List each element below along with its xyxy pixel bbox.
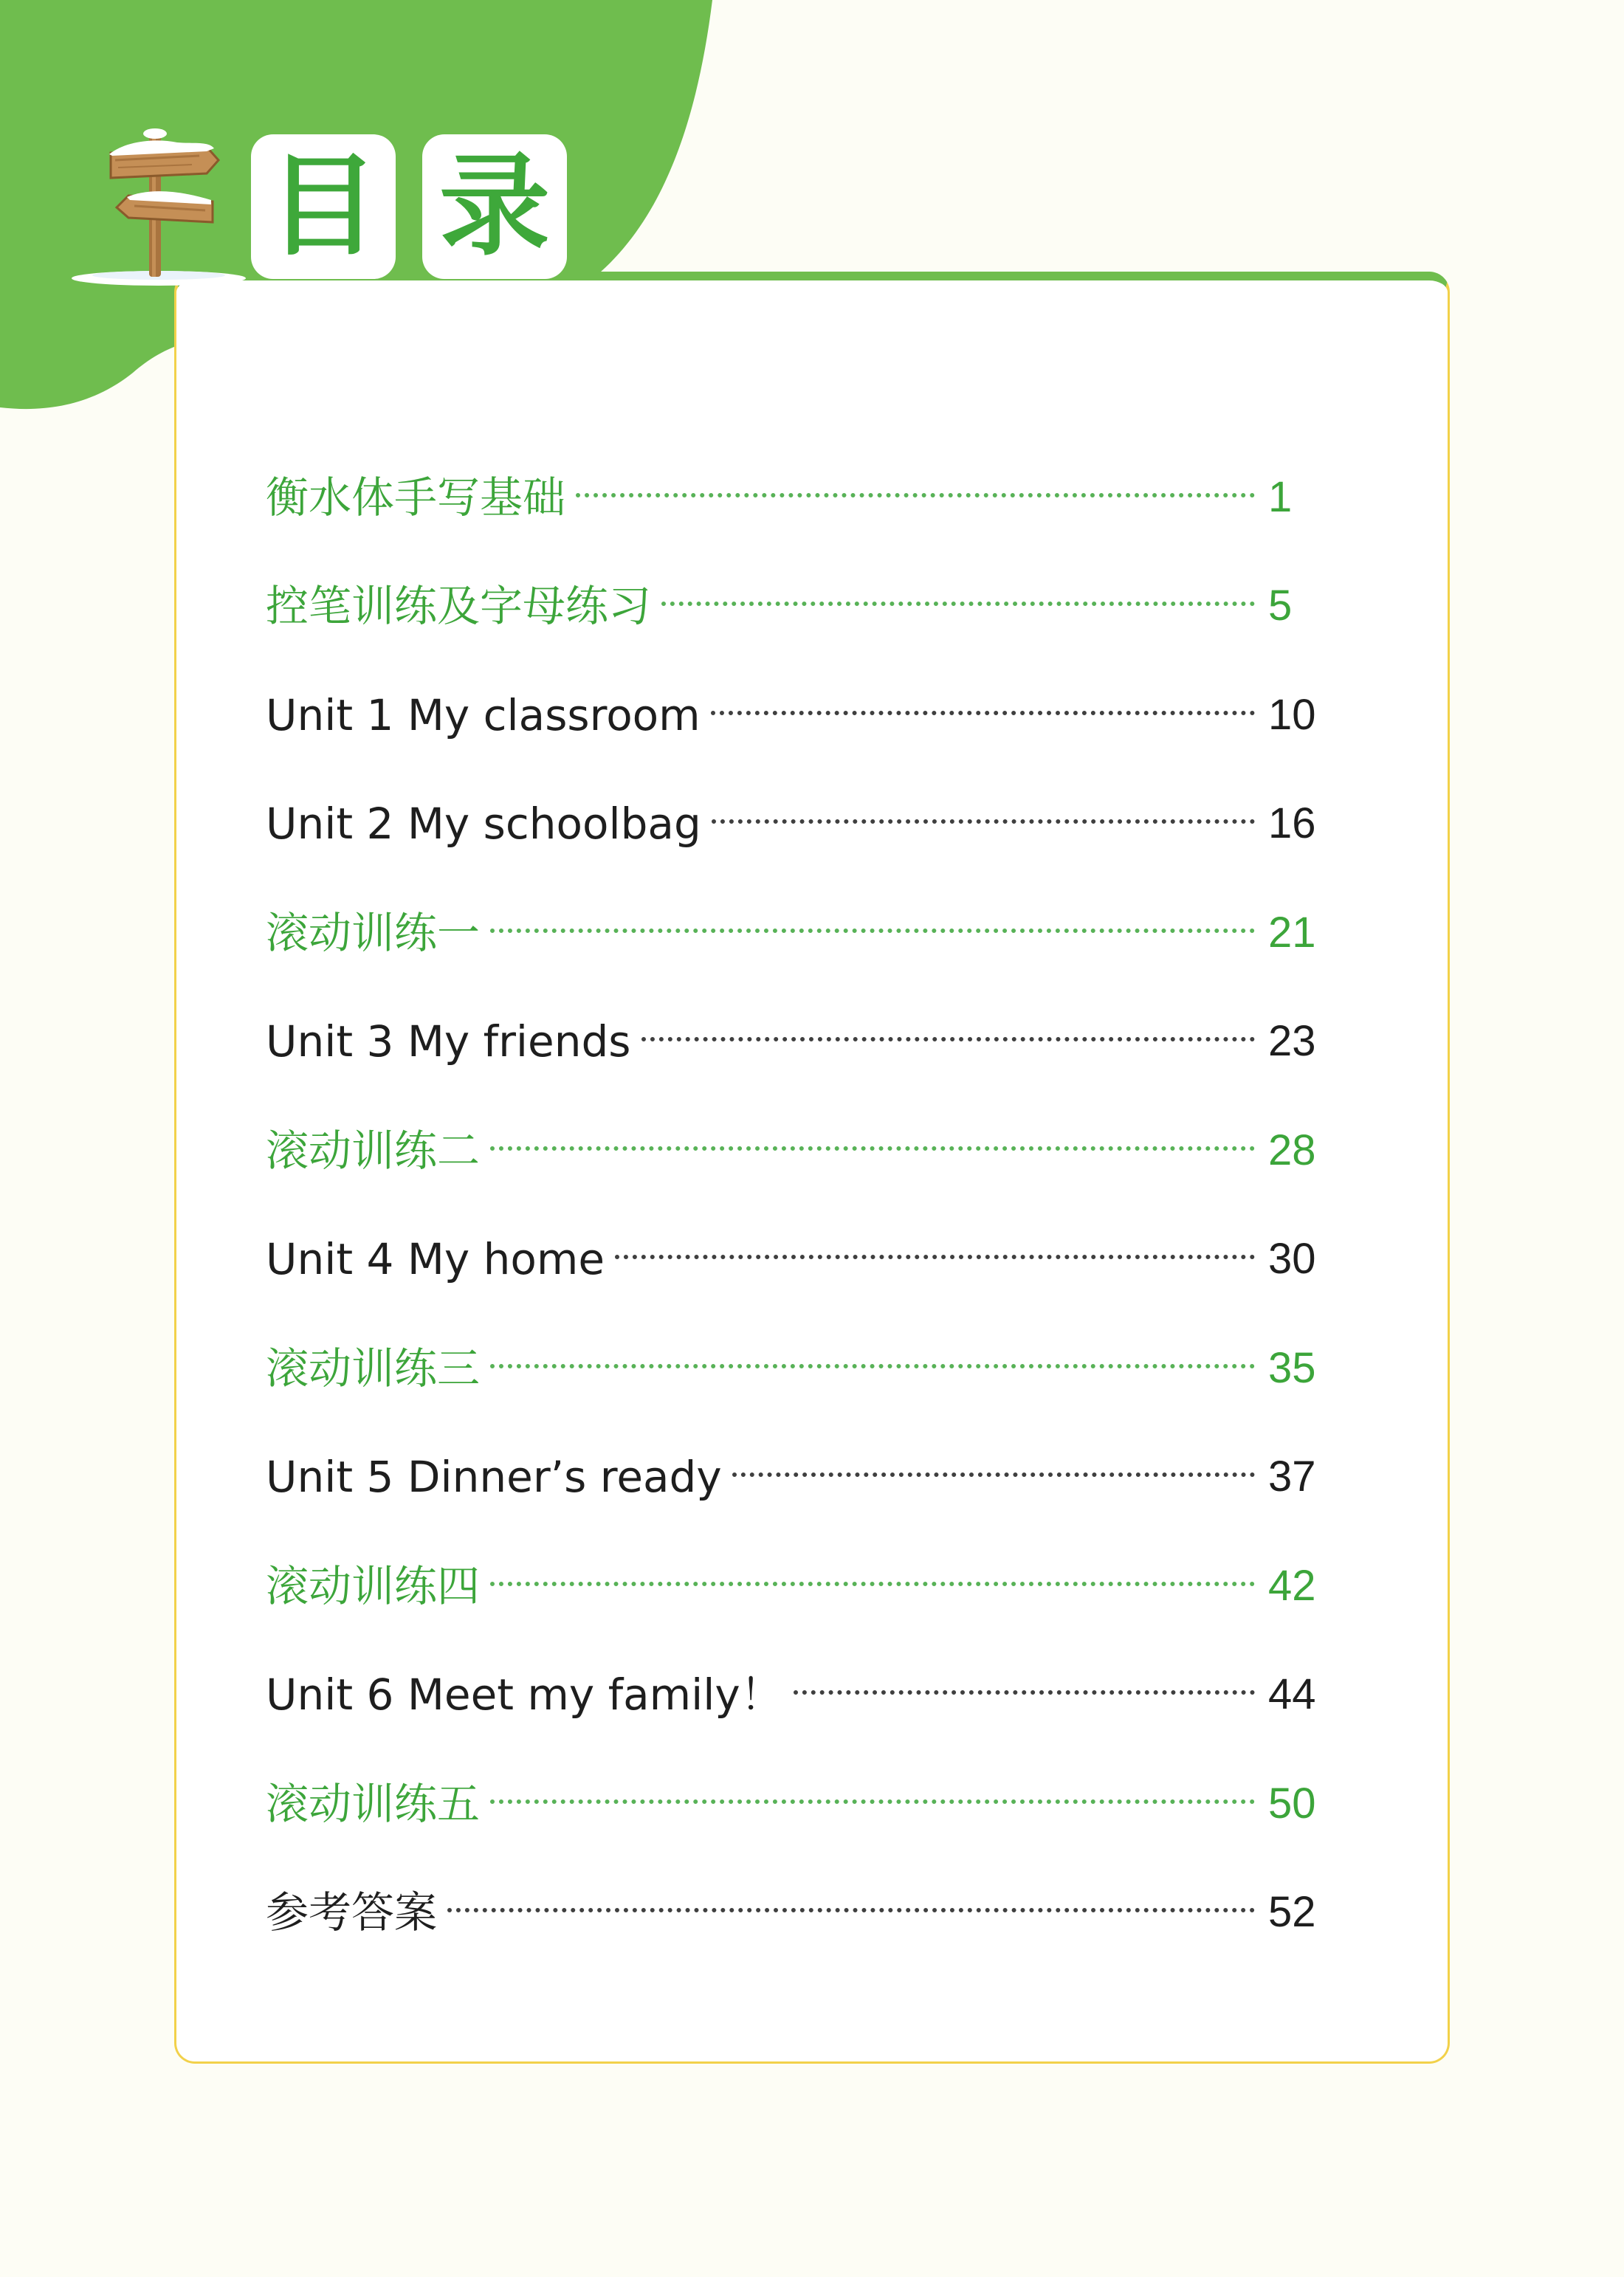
toc-entry[interactable] — [266, 1532, 1336, 1641]
toc-leader-dots — [490, 1792, 1255, 1804]
toc-entry-title: Unit 6 Meet my family！ — [266, 1670, 783, 1720]
signpost-icon — [66, 122, 251, 292]
toc-leader-dots — [615, 1247, 1255, 1259]
toc-entry-page: 52 — [1268, 1888, 1316, 1937]
toc-entry-page: 10 — [1268, 690, 1316, 739]
toc-entry-page: 16 — [1268, 799, 1316, 848]
toc-leader-dots — [447, 1901, 1255, 1912]
toc-entry[interactable] — [266, 1314, 1336, 1423]
toc-entry-title: 滚动训练五 — [266, 1778, 481, 1829]
toc-entry-title: 参考答案 — [266, 1887, 438, 1938]
toc-entry[interactable] — [266, 1205, 1336, 1315]
toc-entry[interactable] — [266, 443, 1336, 552]
toc-entry-page: 28 — [1268, 1126, 1316, 1174]
toc-leader-dots — [641, 1030, 1255, 1041]
toc-entry[interactable] — [266, 1859, 1336, 1968]
toc-entry-title: 滚动训练四 — [266, 1560, 481, 1611]
toc-entry-title: 衡水体手写基础 — [266, 472, 566, 523]
toc-entry[interactable] — [266, 1749, 1336, 1859]
toc-entry-title: Unit 1 My classroom — [266, 689, 701, 740]
title-char-2: 录 — [422, 134, 567, 279]
toc-leader-dots — [794, 1683, 1255, 1695]
toc-leader-dots — [712, 812, 1255, 824]
toc-entry-title: Unit 3 My friends — [266, 1016, 631, 1067]
toc-entry-title: 滚动训练二 — [266, 1125, 481, 1176]
toc-leader-dots — [711, 703, 1255, 715]
title-char-1: 目 — [251, 134, 396, 279]
page-header — [66, 129, 567, 284]
toc-entry[interactable] — [266, 988, 1336, 1097]
toc-entry-title: 滚动训练三 — [266, 1343, 481, 1394]
toc-entry-page: 30 — [1268, 1235, 1316, 1284]
toc-entry-page: 35 — [1268, 1343, 1316, 1392]
toc-entry[interactable] — [266, 1641, 1336, 1750]
toc-entry[interactable] — [266, 1423, 1336, 1532]
toc-entry-page: 50 — [1268, 1779, 1316, 1828]
toc-entry-title: Unit 4 My home — [266, 1234, 605, 1285]
toc-entry-page: 44 — [1268, 1670, 1316, 1719]
toc-leader-dots — [490, 1139, 1255, 1151]
toc-entry-page: 37 — [1268, 1453, 1316, 1501]
toc-entry-page: 1 — [1268, 472, 1293, 521]
toc-entry[interactable] — [266, 770, 1336, 879]
toc-leader-dots — [490, 921, 1255, 933]
toc-entry-title: Unit 5 Dinner’s ready — [266, 1452, 722, 1503]
toc-entry-title: Unit 2 My schoolbag — [266, 799, 701, 850]
toc-entry-page: 42 — [1268, 1561, 1316, 1610]
toc-entry-page: 5 — [1268, 582, 1293, 630]
toc-entry-page: 21 — [1268, 908, 1316, 957]
toc-entry[interactable] — [266, 552, 1336, 661]
toc-leader-dots — [661, 594, 1255, 606]
toc-leader-dots — [490, 1357, 1255, 1368]
toc-leader-dots — [732, 1465, 1255, 1477]
toc-entry[interactable] — [266, 878, 1336, 988]
toc-entry[interactable] — [266, 1096, 1336, 1205]
toc-entry-page: 23 — [1268, 1017, 1316, 1066]
toc-list — [266, 443, 1336, 1967]
toc-leader-dots — [576, 486, 1255, 497]
toc-entry[interactable] — [266, 661, 1336, 770]
toc-leader-dots — [490, 1574, 1255, 1586]
toc-entry-title: 控笔训练及字母练习 — [266, 581, 652, 632]
toc-entry-title: 滚动训练一 — [266, 907, 481, 958]
